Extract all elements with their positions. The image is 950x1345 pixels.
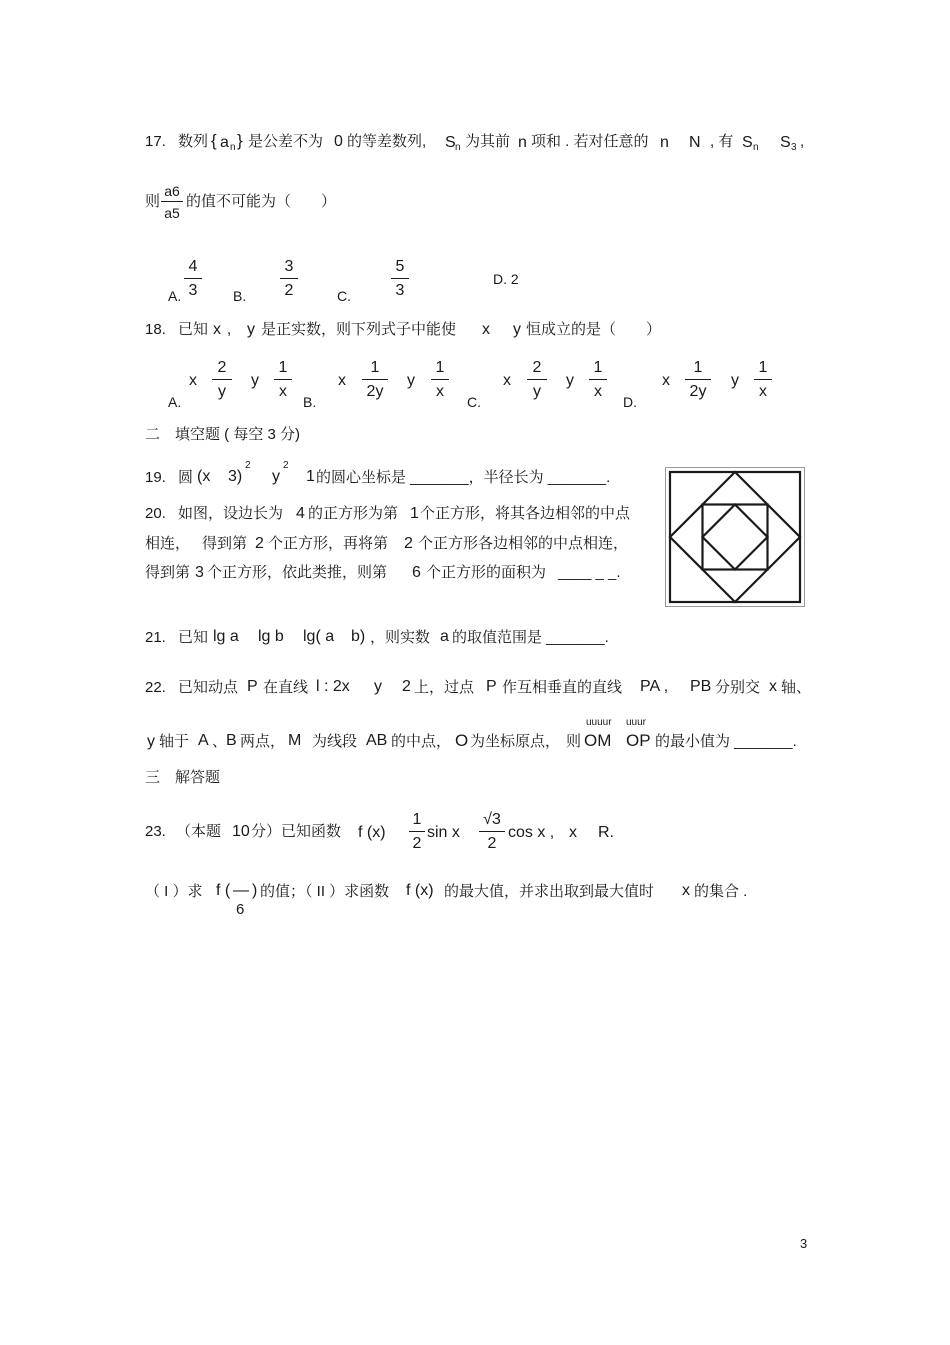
q17-math: n xyxy=(518,134,527,151)
vector-arrow-om: uuuur xyxy=(586,717,612,728)
q21-math: lg( a xyxy=(303,628,335,645)
fraction-numerator: 1 xyxy=(412,811,422,828)
q22-text: 轴、 xyxy=(781,679,812,696)
fraction-numerator: 1 xyxy=(593,359,603,376)
q17-math: } xyxy=(237,131,243,150)
q18-option-d-label: D. xyxy=(623,394,637,410)
q22-math: B xyxy=(226,732,237,749)
q19-text: 的圆心坐标是 _______，半径长为 _______. xyxy=(316,469,611,486)
nested-squares-figure xyxy=(665,467,805,607)
q22-math: P xyxy=(486,678,497,695)
q18-option-c-label: C. xyxy=(467,394,481,410)
q22-text: 的中点， xyxy=(391,733,452,750)
fraction-denominator: x xyxy=(594,383,602,400)
fraction-denominator: 3 xyxy=(395,282,405,299)
fraction-bar xyxy=(754,379,772,380)
q19-math: 3) xyxy=(228,468,243,485)
q17-option-b-label: B. xyxy=(233,288,247,304)
q21-math: b) xyxy=(351,628,366,645)
q22-math: 2 xyxy=(402,678,411,695)
q22-text: 为坐标原点， xyxy=(470,733,561,750)
q22-text: 上，过点 xyxy=(414,679,475,696)
q17-text: 的值不可能为（ ） xyxy=(186,193,337,210)
q22-number: 22. xyxy=(145,679,166,696)
q17-text: , 有 xyxy=(710,133,734,150)
q17-subscript: n xyxy=(230,142,236,153)
q18-text: 恒成立的是（ ） xyxy=(526,321,662,338)
q20-text: 个正方形的面积为 xyxy=(426,564,547,581)
q21-number: 21. xyxy=(145,629,166,646)
q17-option-a-fraction xyxy=(184,259,202,299)
q18-option-c-fraction-2 xyxy=(589,360,607,400)
q22-math: y xyxy=(147,733,155,750)
fraction-denominator: y xyxy=(533,383,541,400)
q17-text: 为其前 xyxy=(465,133,511,150)
square-2 xyxy=(670,472,800,602)
q18-math: y xyxy=(247,321,255,338)
q17-option-c-fraction xyxy=(391,259,409,299)
fraction-denominator: a5 xyxy=(164,205,180,221)
q18-text: 已知 xyxy=(178,321,209,338)
q17-subscript: n xyxy=(753,142,759,153)
q20-text: 的正方形为第 xyxy=(308,505,399,522)
square-4 xyxy=(703,505,768,570)
q18-option-a-fraction-2 xyxy=(274,360,292,400)
fraction-bar xyxy=(431,379,449,380)
q20-math: 3 xyxy=(195,564,204,581)
q18-math: y xyxy=(407,372,415,389)
q22-math: M xyxy=(288,732,302,749)
q21-text: 已知 xyxy=(178,629,209,646)
q18-text: 是正实数，则下列式子中能使 xyxy=(261,321,457,338)
q17-option-d: D. 2 xyxy=(493,271,519,287)
q17-math: a xyxy=(220,134,229,151)
q21-text: 的取值范围是 _______. xyxy=(452,629,609,646)
q18-math: x xyxy=(482,321,490,338)
q17-text: 项和 . 若对任意的 xyxy=(531,133,649,150)
q18-option-c-fraction-1 xyxy=(527,360,547,400)
q20-text: 个正方形，再将第 xyxy=(268,535,389,552)
q22-text: 分别交 xyxy=(715,679,761,696)
q22-math: y xyxy=(374,678,382,695)
q23-text: 的值；（ II ）求函数 xyxy=(260,883,390,900)
fraction-numerator: 1 xyxy=(435,359,445,376)
fraction-bar xyxy=(280,278,298,279)
q17-subscript: 3 xyxy=(791,142,797,153)
q17-text: 是公差不为 xyxy=(248,133,324,150)
q20-number: 20. xyxy=(145,505,166,522)
q20-text: 个正方形，将其各边相邻的中点 xyxy=(420,505,631,522)
fraction-numerator: 4 xyxy=(188,258,198,275)
q23-math: — xyxy=(233,882,249,899)
q19-math: 1 xyxy=(306,468,315,485)
q22-text: 已知动点 xyxy=(178,679,239,696)
fraction-bar xyxy=(527,379,547,380)
q18-math: y xyxy=(513,321,521,338)
q18-math: y xyxy=(251,372,259,389)
q17-text: 数列 xyxy=(178,133,209,150)
q18-option-b-fraction-2 xyxy=(431,360,449,400)
fraction-numerator: 2 xyxy=(532,359,542,376)
q22-text: 、 xyxy=(212,733,228,750)
q17-ratio-fraction xyxy=(161,184,183,220)
q17-text: , xyxy=(800,133,805,150)
q21-math: lg b xyxy=(258,628,284,645)
fraction-denominator: x xyxy=(279,383,287,400)
q23-math: f (x) xyxy=(406,882,434,899)
q22-math: P xyxy=(247,678,258,695)
q22-math: l : 2x xyxy=(316,678,350,695)
q17-option-a-label: A. xyxy=(168,288,182,304)
fraction-bar xyxy=(212,379,232,380)
q18-option-d-fraction-2 xyxy=(754,360,772,400)
q17-math: S xyxy=(742,134,753,151)
fraction-bar xyxy=(479,831,505,832)
fraction-numerator: 3 xyxy=(284,258,294,275)
q20-math: 2 xyxy=(255,535,264,552)
q22-math: AB xyxy=(366,732,388,749)
fraction-numerator: 2 xyxy=(217,359,227,376)
q20-text: 得到第 xyxy=(202,535,248,552)
q22-math: x xyxy=(769,678,777,695)
q22-math: A xyxy=(198,732,209,749)
vector-arrow-op: uuur xyxy=(626,717,647,728)
q17-math: N xyxy=(689,134,701,151)
fraction-numerator: a6 xyxy=(164,183,180,199)
figure-frame xyxy=(666,468,805,607)
q20-math: 4 xyxy=(296,505,305,522)
q22-text: 两点， xyxy=(240,733,286,750)
q21-math: lg a xyxy=(213,628,239,645)
q23-math: x xyxy=(682,882,690,899)
q20-text: 个正方形各边相邻的中点相连， xyxy=(418,535,629,552)
q20-math: 2 xyxy=(404,535,413,552)
q18-math: x xyxy=(662,372,670,389)
q23-number: 23. xyxy=(145,823,166,840)
fraction-numerator: 1 xyxy=(278,359,288,376)
q18-option-a-label: A. xyxy=(168,394,182,410)
q22-vector-om: OM xyxy=(584,731,612,750)
q19-text: 圆 xyxy=(178,469,194,486)
q22-text: 则 xyxy=(566,733,582,750)
q17-math: { xyxy=(211,131,217,150)
q20-text: 得到第 xyxy=(145,564,191,581)
q20-math: 1 xyxy=(410,505,419,522)
q22-text: 为线段 xyxy=(312,733,358,750)
q17-subscript: n xyxy=(455,142,461,153)
q23-fraction-root3-half xyxy=(479,812,505,852)
fraction-bar xyxy=(362,379,388,380)
section-heading-solutions: 三 解答题 xyxy=(145,769,221,786)
q22-vector-op: OP xyxy=(626,731,651,750)
fraction-denominator: 2 xyxy=(487,835,497,852)
q23-text: 分）已知函数 xyxy=(251,823,342,840)
q21-math: a xyxy=(440,628,449,645)
q17-text: 的等差数列, xyxy=(347,133,427,150)
q18-option-b-label: B. xyxy=(303,394,317,410)
fraction-bar xyxy=(161,201,183,202)
square-1 xyxy=(670,472,800,602)
q23-fraction-half xyxy=(409,812,425,852)
q17-math: S xyxy=(780,134,791,151)
q23-math: f ( xyxy=(216,882,231,899)
fraction-denominator: 3 xyxy=(188,282,198,299)
page-number: 3 xyxy=(800,1236,808,1251)
q18-math: y xyxy=(731,372,739,389)
q21-text: ，则实数 xyxy=(370,629,431,646)
q23-text: （本题 xyxy=(176,823,222,840)
q22-text: 轴于 xyxy=(159,733,190,750)
q23-math: f (x) xyxy=(358,824,386,841)
fraction-bar xyxy=(391,278,409,279)
q17-option-c-label: C. xyxy=(337,288,351,304)
q18-option-b-fraction-1 xyxy=(362,360,388,400)
q17-text: 则 xyxy=(145,193,161,210)
q17-option-b-fraction xyxy=(280,259,298,299)
fraction-bar xyxy=(274,379,292,380)
q20-text: 相连， xyxy=(145,535,191,552)
fraction-denominator: 2y xyxy=(689,383,707,400)
fraction-denominator: 2 xyxy=(412,835,422,852)
q22-math: PB xyxy=(690,678,712,695)
q19-superscript: 2 xyxy=(245,460,251,471)
q22-text: 的最小值为 _______. xyxy=(655,733,797,750)
q18-math: x xyxy=(503,372,511,389)
q18-math: x xyxy=(338,372,346,389)
q20-math: 6 xyxy=(412,564,421,581)
fraction-denominator: x xyxy=(759,383,767,400)
q23-math: 6 xyxy=(236,901,245,918)
q19-math: (x xyxy=(197,468,211,485)
q22-math: O xyxy=(455,731,469,750)
q23-text: 的最大值，并求出取到最大值时 xyxy=(444,883,655,900)
fraction-denominator: 2 xyxy=(284,282,294,299)
fraction-denominator: 2y xyxy=(366,383,384,400)
fraction-numerator: 1 xyxy=(758,359,768,376)
fraction-bar xyxy=(184,278,202,279)
q17-math: S xyxy=(445,134,456,151)
fraction-numerator: 5 xyxy=(395,258,405,275)
q20-text: 个正方形，依此类推，则第 xyxy=(207,564,388,581)
q23-text: 的集合 . xyxy=(694,883,748,900)
fraction-bar xyxy=(409,831,425,832)
q18-option-a-fraction-1 xyxy=(212,360,232,400)
q23-math: sin x xyxy=(427,824,460,841)
q20-text: 如图，设边长为 xyxy=(178,505,284,522)
fraction-denominator: y xyxy=(218,383,226,400)
fraction-bar xyxy=(685,379,711,380)
fraction-numerator: 1 xyxy=(370,359,380,376)
fraction-denominator: x xyxy=(436,383,444,400)
q23-math: 10 xyxy=(232,823,250,840)
q23-math: ) xyxy=(252,882,258,899)
q18-option-d-fraction-1 xyxy=(685,360,711,400)
q18-text: , xyxy=(227,321,232,338)
q22-text: 作互相垂直的直线 xyxy=(502,679,623,696)
q18-math: x xyxy=(189,372,197,389)
fraction-numerator: 1 xyxy=(693,359,703,376)
q19-math: y xyxy=(272,468,280,485)
q19-number: 19. xyxy=(145,469,166,486)
fraction-bar xyxy=(589,379,607,380)
q23-math: R. xyxy=(598,824,614,841)
q17-number: 17. xyxy=(145,133,166,150)
q17-math: n xyxy=(660,134,669,151)
q18-math: y xyxy=(566,372,574,389)
q17-math: 0 xyxy=(334,133,343,150)
q22-text: 在直线 xyxy=(263,679,309,696)
q23-math: x xyxy=(569,824,577,841)
q23-math: cos x , xyxy=(508,824,555,841)
section-heading-fill-in: 二 填空题 ( 每空 3 分) xyxy=(145,426,301,443)
q18-math: x xyxy=(213,321,221,338)
q22-math: PA , xyxy=(640,678,669,695)
q23-text: （ I ）求 xyxy=(145,883,203,900)
fraction-numerator: √3 xyxy=(483,811,501,828)
q18-number: 18. xyxy=(145,321,166,338)
square-3 xyxy=(703,505,768,570)
q19-superscript: 2 xyxy=(283,460,289,471)
q20-answer-blank: ____ _ _. xyxy=(558,564,621,581)
